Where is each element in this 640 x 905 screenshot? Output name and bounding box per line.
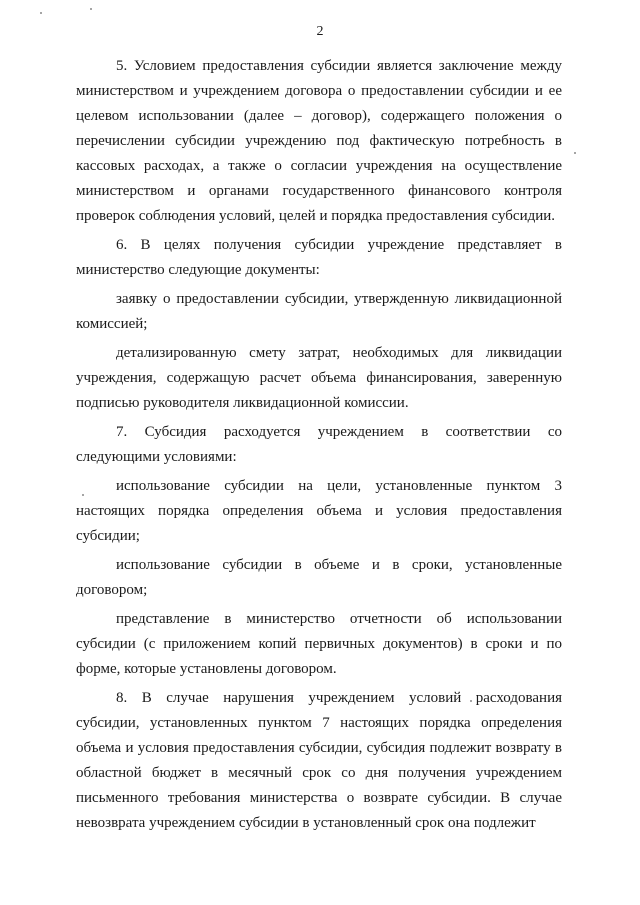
list-item-cost-estimate: детализированную смету затрат, необходимых для ликвидации учреждения, содержащую расчет объема финансирования, заверенную подписью руководителя ликвидационной комиссии. xyxy=(76,345,562,411)
scan-speck xyxy=(40,12,42,14)
list-item-purpose: использование субсидии на цели, установленные пунктом 3 настоящих порядка определения объема и условия предоставления субсидии; xyxy=(76,478,562,544)
list-item-volume-terms: использование субсидии в объеме и в сроки, установленные договором; xyxy=(76,557,562,598)
paragraph-8: 8. В случае нарушения учреждением условий расходования субсидии, установленных пунктом 7 настоящих порядка определения объема и условия предоставления субсидии, субсидия подлежит возврату в областной бюджет в месячный срок со дня получения учреждением письменного требования министерства о возврате субсидии. В случае невозврата учреждением субсидии в установленный срок она подлежит xyxy=(76,690,562,831)
list-item-reporting: представление в министерство отчетности об использовании субсидии (с приложением копий первичных документов) в сроки и по форме, которые установлены договором. xyxy=(76,611,562,677)
page-number: 2 xyxy=(316,24,324,39)
paragraph-6: 6. В целях получения субсидии учреждение представляет в министерство следующие документы: xyxy=(76,237,562,278)
list-item-application: заявку о предоставлении субсидии, утвержденную ликвидационной комиссией; xyxy=(76,291,562,332)
scan-speck xyxy=(90,8,92,10)
document-body xyxy=(76,54,562,836)
paragraph-5: 5. Условием предоставления субсидии является заключение между министерством и учреждением договора о предоставлении субсидии и ее целевом использовании (далее – договор), содержащего положения о перечислении субсидии учреждению под фактическую потребность в кассовых расходах, а также о согласии учреждения на осуществление министерством и органами государственного финансового контроля проверок соблюдения условий, целей и порядка предоставления субсидии. xyxy=(76,58,562,224)
paragraph-7: 7. Субсидия расходуется учреждением в соответствии со следующими условиями: xyxy=(76,424,562,465)
scan-speck xyxy=(574,152,576,154)
